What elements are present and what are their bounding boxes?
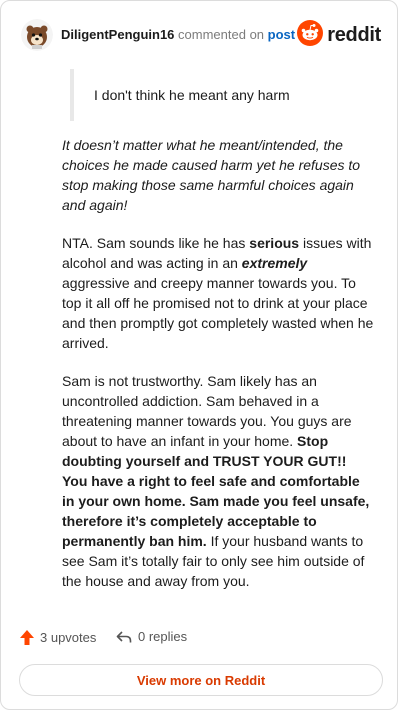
text-run: Sam is not trustworthy. Sam likely has an uncontrolled addiction. Sam behaved in a threatening manner towards you. You guys are about to have an infant in your home. <box>62 373 352 449</box>
reddit-snoo-icon <box>297 20 323 51</box>
username-link[interactable]: DiligentPenguin16 <box>61 27 175 42</box>
reddit-logo[interactable] <box>297 19 381 51</box>
reply-arrow-icon <box>116 630 132 644</box>
reply-count: 0 replies <box>138 629 188 644</box>
reddit-wordmark: reddit <box>327 23 381 46</box>
bold-italic-run: extremely <box>241 255 308 271</box>
upvote-button[interactable] <box>19 629 96 646</box>
bold-run: Stop doubting yourself and TRUST YOUR GUT!! You have a right to feel safe and comfortable in your own home. Sam made you feel unsafe, therefore it’s completely acceptable to permanently ban him. <box>62 433 370 549</box>
italic-paragraph: It doesn’t matter what he meant/intended, the choices he made caused harm yet he refuses to stop making those same harmful choices again and again! <box>62 137 361 213</box>
text-run: NTA. Sam sounds like he has <box>62 235 250 251</box>
comment-body <box>62 69 374 591</box>
user-avatar[interactable] <box>21 19 53 51</box>
text-run: If your husband wants to see Sam it’s totally fair to only see him outside of the house and away from you. <box>62 533 365 589</box>
quote-text: I don't think he meant any harm <box>94 87 290 103</box>
post-link[interactable]: post <box>267 27 296 42</box>
upvote-arrow-icon <box>19 629 35 646</box>
bold-run: serious <box>249 235 300 251</box>
view-more-button[interactable]: View more on Reddit <box>19 664 383 696</box>
commented-on-text: commented on <box>178 27 265 42</box>
paragraph-trust <box>62 371 374 591</box>
upvote-count: 3 upvotes <box>40 630 97 645</box>
reply-button[interactable] <box>116 629 187 644</box>
text-run: aggressive and creepy manner towards you. To top it all off he promised not to drink at your place and then promptly got completely wasted when he arrived. <box>62 275 374 351</box>
text-run: issues with alcohol and was acting in an <box>62 235 372 271</box>
comment-byline <box>61 27 295 42</box>
comment-header <box>21 19 381 51</box>
paragraph-nta <box>62 233 374 353</box>
quoted-text <box>70 69 334 121</box>
